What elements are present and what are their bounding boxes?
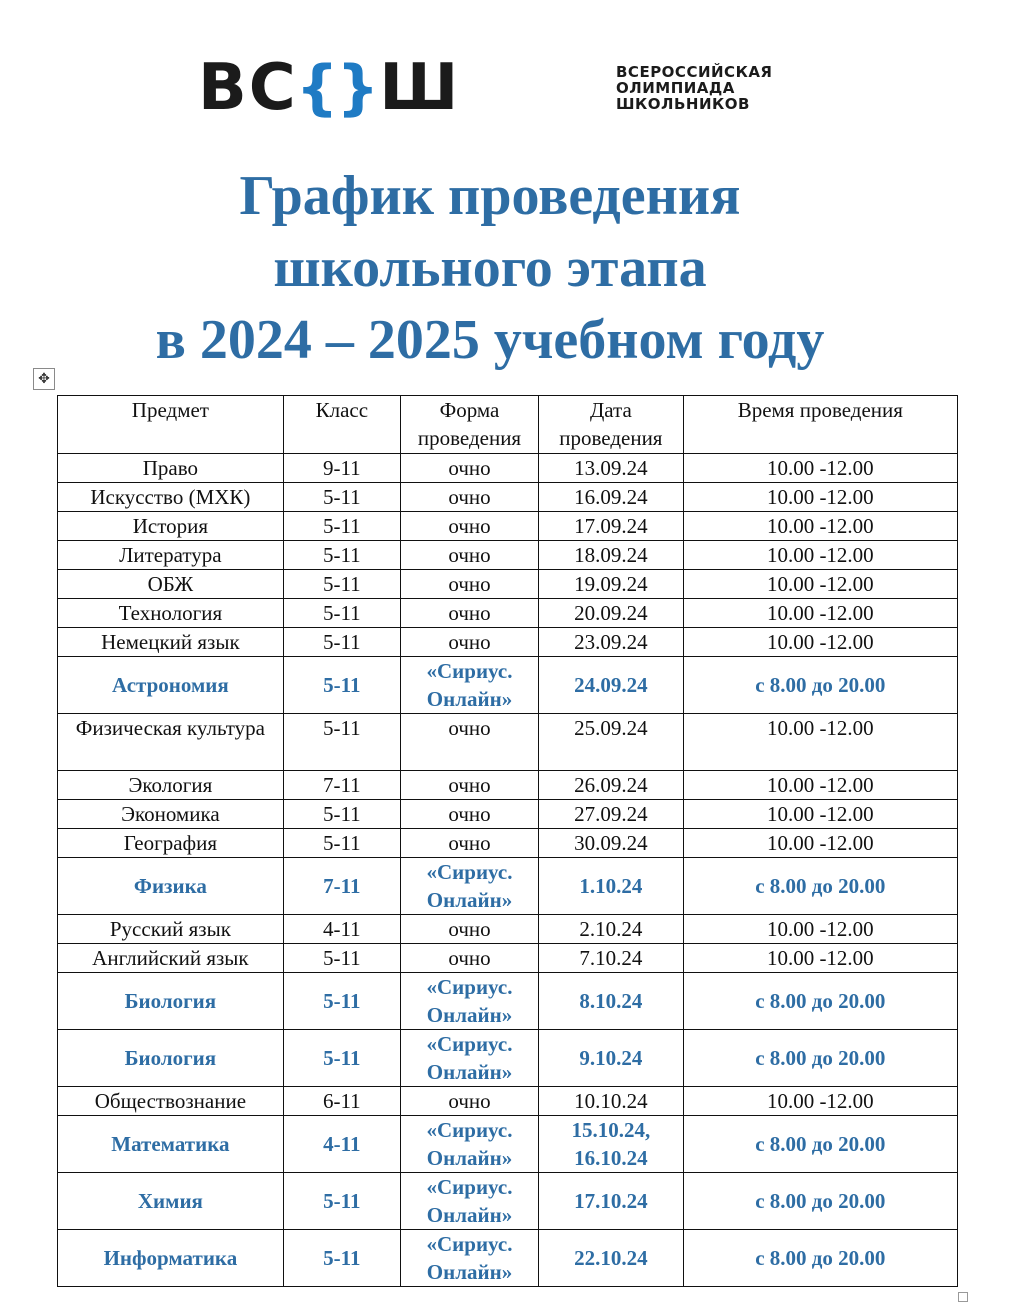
cell-date: 10.10.24 [539,1087,684,1116]
header-time: Время проведения [683,396,957,454]
cell-grade: 9-11 [283,454,400,483]
logo-mark-left: ВС [198,51,298,125]
table-row [58,483,958,512]
cell-form: «Сириус. Онлайн» [400,1030,538,1087]
cell-subject: Право [58,454,284,483]
cell-time: с 8.00 до 20.00 [683,858,957,915]
cell-form: «Сириус. Онлайн» [400,1230,538,1287]
cell-time: 10.00 -12.00 [683,915,957,944]
header-date: Дата проведения [539,396,684,454]
title-line: школьного этапа [273,237,707,299]
table-row [58,1030,958,1087]
logo-text [616,64,773,112]
cell-subject: Физическая культура [58,714,284,771]
header-subject: Предмет [58,396,284,454]
cell-date: 17.09.24 [539,512,684,541]
cell-grade: 5-11 [283,1230,400,1287]
cell-date: 8.10.24 [539,973,684,1030]
cell-grade: 4-11 [283,915,400,944]
cell-date: 25.09.24 [539,714,684,771]
title-line: График проведения [239,165,741,227]
table-row [58,512,958,541]
table-row [58,570,958,599]
cell-subject: ОБЖ [58,570,284,599]
cell-time: 10.00 -12.00 [683,454,957,483]
cell-time: 10.00 -12.00 [683,541,957,570]
header-grade: Класс [283,396,400,454]
cell-subject: Физика [58,858,284,915]
cell-grade: 6-11 [283,1087,400,1116]
cell-date: 7.10.24 [539,944,684,973]
cell-date: 13.09.24 [539,454,684,483]
cell-subject: Русский язык [58,915,284,944]
cell-date: 9.10.24 [539,1030,684,1087]
cell-grade: 5-11 [283,1173,400,1230]
cell-time: 10.00 -12.00 [683,599,957,628]
table-row [58,1087,958,1116]
table-row [58,973,958,1030]
table-row [58,800,958,829]
cell-time: 10.00 -12.00 [683,944,957,973]
cell-subject: Экология [58,771,284,800]
cell-subject: Искусство (МХК) [58,483,284,512]
cell-date: 24.09.24 [539,657,684,714]
table-row [58,915,958,944]
cell-date: 27.09.24 [539,800,684,829]
cell-subject: Биология [58,1030,284,1087]
cell-form: очно [400,599,538,628]
cell-grade: 7-11 [283,771,400,800]
cell-time: 10.00 -12.00 [683,771,957,800]
cell-grade: 5-11 [283,944,400,973]
cell-time: с 8.00 до 20.00 [683,657,957,714]
table-row [58,599,958,628]
cell-grade: 4-11 [283,1116,400,1173]
cell-grade: 5-11 [283,714,400,771]
cell-time: 10.00 -12.00 [683,512,957,541]
cell-date: 15.10.24, 16.10.24 [539,1116,684,1173]
cell-form: очно [400,829,538,858]
table-row [58,541,958,570]
table-row [58,829,958,858]
table-row [58,771,958,800]
cell-form: очно [400,1087,538,1116]
schedule-body [58,454,958,1287]
table-row [58,454,958,483]
cell-subject: Химия [58,1173,284,1230]
vsosh-logo [198,51,773,125]
cell-form: очно [400,454,538,483]
cell-grade: 5-11 [283,483,400,512]
cell-date: 16.09.24 [539,483,684,512]
cell-date: 2.10.24 [539,915,684,944]
cell-time: с 8.00 до 20.00 [683,1173,957,1230]
cell-grade: 5-11 [283,973,400,1030]
cell-time: с 8.00 до 20.00 [683,1030,957,1087]
table-row [58,714,958,771]
table-row [58,1230,958,1287]
cell-form: очно [400,800,538,829]
cell-grade: 7-11 [283,858,400,915]
cell-subject: Технология [58,599,284,628]
cell-grade: 5-11 [283,512,400,541]
cell-subject: Обществознание [58,1087,284,1116]
cell-grade: 5-11 [283,541,400,570]
cell-subject: Литература [58,541,284,570]
logo-text-line: ШКОЛЬНИКОВ [616,95,750,113]
cell-subject: Астрономия [58,657,284,714]
cell-time: с 8.00 до 20.00 [683,1116,957,1173]
cell-time: 10.00 -12.00 [683,1087,957,1116]
cell-date: 1.10.24 [539,858,684,915]
cell-grade: 5-11 [283,599,400,628]
table-row [58,628,958,657]
cell-form: очно [400,628,538,657]
cell-date: 18.09.24 [539,541,684,570]
cell-time: 10.00 -12.00 [683,829,957,858]
logo-brace-open: { [295,53,341,123]
cell-date: 30.09.24 [539,829,684,858]
table-header-row [58,396,958,454]
cell-grade: 5-11 [283,570,400,599]
cell-form: очно [400,570,538,599]
table-row [58,657,958,714]
cell-time: 10.00 -12.00 [683,483,957,512]
cell-form: «Сириус. Онлайн» [400,657,538,714]
cell-date: 20.09.24 [539,599,684,628]
logo-brace-close: } [336,53,382,123]
page-title [0,160,980,376]
cell-date: 19.09.24 [539,570,684,599]
cell-form: очно [400,915,538,944]
table-resize-handle[interactable] [958,1292,968,1302]
cell-date: 23.09.24 [539,628,684,657]
cell-time: 10.00 -12.00 [683,570,957,599]
table-row [58,944,958,973]
cell-grade: 5-11 [283,829,400,858]
cell-form: очно [400,541,538,570]
cell-subject: Английский язык [58,944,284,973]
cell-form: «Сириус. Онлайн» [400,1173,538,1230]
move-handle-icon[interactable]: ✥ [33,368,55,390]
title-line: в 2024 – 2025 учебном году [155,309,825,371]
logo-mark [198,51,461,125]
cell-subject: Информатика [58,1230,284,1287]
cell-time: 10.00 -12.00 [683,800,957,829]
logo-text-line: ВСЕРОССИЙСКАЯ [616,63,773,81]
cell-subject: География [58,829,284,858]
cell-time: 10.00 -12.00 [683,628,957,657]
cell-form: «Сириус. Онлайн» [400,973,538,1030]
cell-subject: Немецкий язык [58,628,284,657]
header-form: Форма проведения [400,396,538,454]
cell-grade: 5-11 [283,628,400,657]
cell-date: 22.10.24 [539,1230,684,1287]
cell-time: 10.00 -12.00 [683,714,957,771]
cell-date: 17.10.24 [539,1173,684,1230]
logo-text-line: ОЛИМПИАДА [616,79,735,97]
cell-date: 26.09.24 [539,771,684,800]
table-row [58,858,958,915]
cell-grade: 5-11 [283,800,400,829]
logo-mark-right: Ш [379,51,461,125]
cell-form: очно [400,944,538,973]
cell-form: «Сириус. Онлайн» [400,1116,538,1173]
schedule-table [57,395,958,1287]
cell-time: с 8.00 до 20.00 [683,973,957,1030]
cell-grade: 5-11 [283,1030,400,1087]
cell-grade: 5-11 [283,657,400,714]
cell-form: очно [400,714,538,771]
cell-subject: История [58,512,284,541]
cell-subject: Биология [58,973,284,1030]
cell-subject: Экономика [58,800,284,829]
cell-form: очно [400,512,538,541]
cell-form: «Сириус. Онлайн» [400,858,538,915]
cell-form: очно [400,483,538,512]
table-row [58,1173,958,1230]
cell-time: с 8.00 до 20.00 [683,1230,957,1287]
cell-form: очно [400,771,538,800]
table-row [58,1116,958,1173]
cell-subject: Математика [58,1116,284,1173]
